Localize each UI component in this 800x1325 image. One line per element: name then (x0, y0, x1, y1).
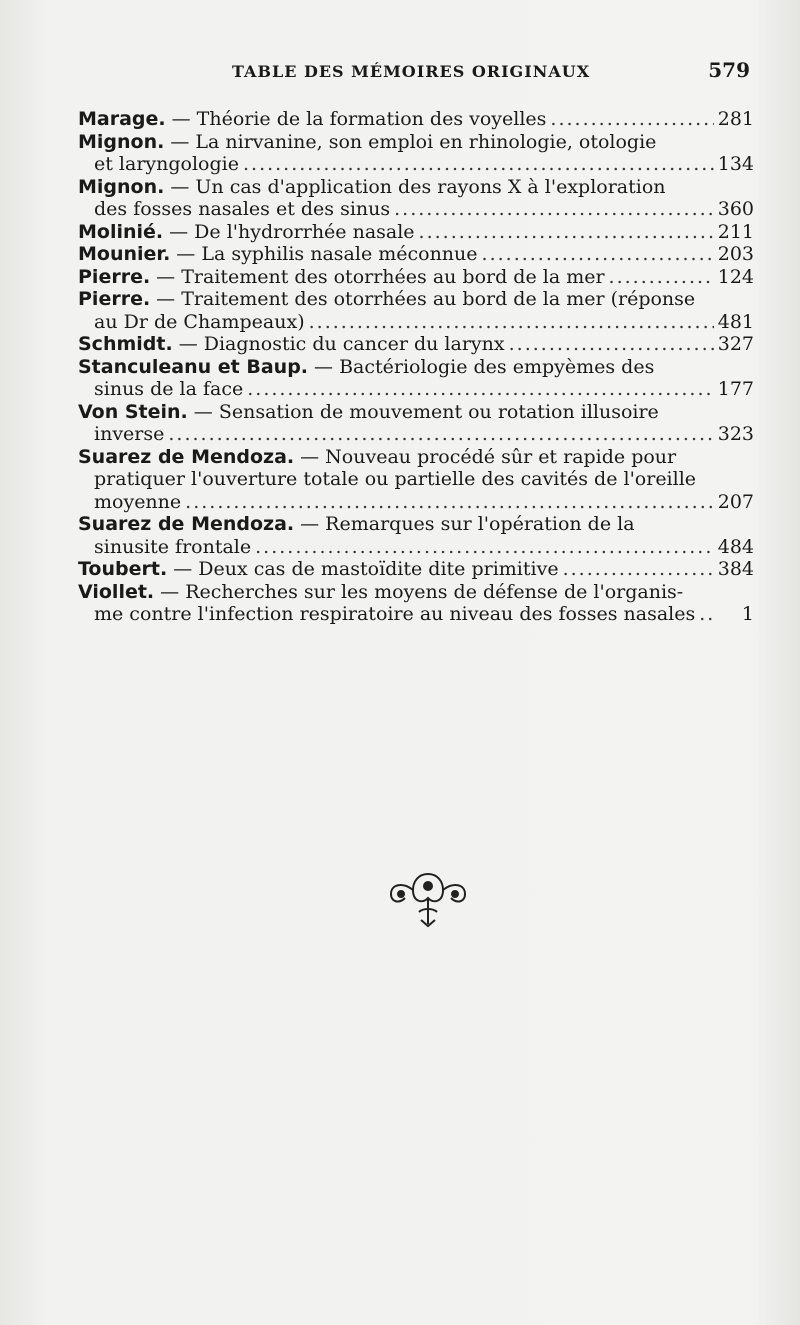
entry-line (78, 378, 754, 401)
entry-page-number: 1 (741, 603, 754, 625)
entry-author: Von Stein. (78, 400, 188, 423)
entry-line (78, 198, 754, 221)
entry-title: des fosses nasales et des sinus (94, 198, 391, 220)
entry-line (78, 558, 754, 581)
entry-author: Pierre. (78, 288, 151, 310)
entry-title: — Un cas d'application des rayons X à l'exploration (170, 175, 666, 198)
entry-line (78, 491, 754, 514)
entry-line (78, 288, 754, 311)
entry-author: Stanculeanu et Baup. (78, 355, 309, 378)
entry-line (78, 131, 754, 154)
entry-page-number: 207 (717, 490, 754, 513)
entry-title: — Théorie de la formation des voyelles (171, 108, 547, 130)
entry-line (78, 333, 754, 356)
dot-leader (509, 333, 714, 356)
index-entry (78, 356, 754, 401)
entry-title: sinus de la face (94, 378, 244, 400)
entry-title: et laryngologie (94, 153, 239, 175)
index-entry (78, 176, 754, 221)
entry-line (78, 603, 754, 626)
entry-line (78, 513, 754, 536)
index-entries (78, 108, 754, 626)
entry-page-number: 484 (717, 535, 754, 558)
index-entry (78, 221, 754, 244)
dot-leader (247, 378, 714, 401)
entry-title: — Deux cas de mastoïdite dite primitive (173, 558, 559, 580)
entry-line (78, 108, 754, 131)
index-entry (78, 333, 754, 356)
entry-page-number: 384 (717, 558, 754, 580)
entry-line (78, 266, 754, 289)
entry-title: — La syphilis nasale méconnue (176, 243, 478, 265)
entry-author: Mignon. (78, 130, 165, 153)
entry-title: sinusite frontale (94, 535, 252, 558)
entry-line (78, 243, 754, 266)
entry-author: Viollet. (78, 580, 155, 603)
entry-page-number: 211 (717, 220, 754, 243)
entry-title: pratiquer l'ouverture totale ou partielle des cavités de l'oreille (94, 468, 697, 490)
entry-title: au Dr de Champeaux) (94, 310, 305, 333)
index-entry (78, 558, 754, 581)
index-entry (78, 446, 754, 514)
entry-page-number: 323 (717, 423, 754, 445)
entry-title: — Diagnostic du cancer du larynx (178, 333, 505, 355)
entry-line (78, 153, 754, 176)
entry-author: Mignon. (78, 175, 165, 198)
dot-leader (699, 603, 716, 626)
running-title: TABLE DES MÉMOIRES ORIGINAUX (232, 62, 591, 81)
entry-line (78, 221, 754, 244)
dot-leader (243, 153, 714, 176)
entry-title: inverse (94, 423, 165, 445)
entry-title: moyenne (94, 490, 182, 513)
entry-title: — La nirvanine, son emploi en rhinologie, otologie (170, 130, 657, 153)
dot-leader (394, 198, 714, 221)
entry-author: Schmidt. (78, 333, 173, 355)
entry-line (78, 423, 754, 446)
page-number: 579 (708, 58, 750, 82)
entry-line (78, 446, 754, 469)
entry-author: Marage. (78, 108, 166, 130)
entry-title: — Recherches sur les moyens de défense de l'organis- (160, 580, 684, 603)
entry-title: — Remarques sur l'opération de la (300, 513, 635, 535)
entry-page-number: 327 (717, 333, 754, 355)
index-entry (78, 513, 754, 558)
entry-page-number: 481 (717, 310, 754, 333)
dot-leader (482, 243, 714, 266)
entry-line (78, 401, 754, 424)
entry-author: Suarez de Mendoza. (78, 445, 295, 468)
entry-line (78, 356, 754, 379)
entry-title: — Traitement des otorrhées au bord de la mer (réponse (156, 288, 696, 310)
dot-leader (168, 423, 713, 446)
dot-leader (550, 108, 713, 131)
entry-title: me contre l'infection respiratoire au niveau des fosses nasales (94, 603, 696, 625)
entry-title: — De l'hydrorrhée nasale (169, 220, 415, 243)
dot-leader (609, 266, 714, 289)
entry-page-number: 203 (717, 243, 754, 265)
entry-author: Toubert. (78, 558, 168, 580)
entry-title: — Nouveau procédé sûr et rapide pour (300, 445, 677, 468)
index-entry (78, 266, 754, 289)
index-entry (78, 288, 754, 333)
index-entry (78, 108, 754, 131)
entry-line (78, 176, 754, 199)
dot-leader (563, 558, 714, 581)
entry-author: Mounier. (78, 243, 171, 265)
entry-author: Pierre. (78, 265, 151, 288)
floral-ornament-icon (383, 868, 473, 930)
entry-title: — Bactériologie des empyèmes des (314, 355, 655, 378)
index-entry (78, 243, 754, 266)
index-entry (78, 131, 754, 176)
index-entry (78, 581, 754, 626)
entry-page-number: 177 (717, 378, 754, 400)
entry-page-number: 124 (717, 265, 754, 288)
dot-leader (419, 221, 714, 244)
entry-page-number: 281 (717, 108, 754, 130)
dot-leader (255, 536, 714, 559)
entry-line (78, 311, 754, 334)
dot-leader (309, 311, 714, 334)
entry-author: Molinié. (78, 220, 164, 243)
entry-title: — Traitement des otorrhées au bord de la mer (156, 265, 605, 288)
entry-line (78, 536, 754, 559)
entry-page-number: 360 (717, 198, 754, 220)
entry-line (78, 468, 754, 491)
entry-line (78, 581, 754, 604)
index-entry (78, 401, 754, 446)
entry-author: Suarez de Mendoza. (78, 513, 295, 535)
dot-leader (185, 491, 714, 514)
entry-page-number: 134 (717, 153, 754, 175)
entry-title: — Sensation de mouvement ou rotation illusoire (193, 400, 659, 423)
page-header (80, 58, 752, 88)
